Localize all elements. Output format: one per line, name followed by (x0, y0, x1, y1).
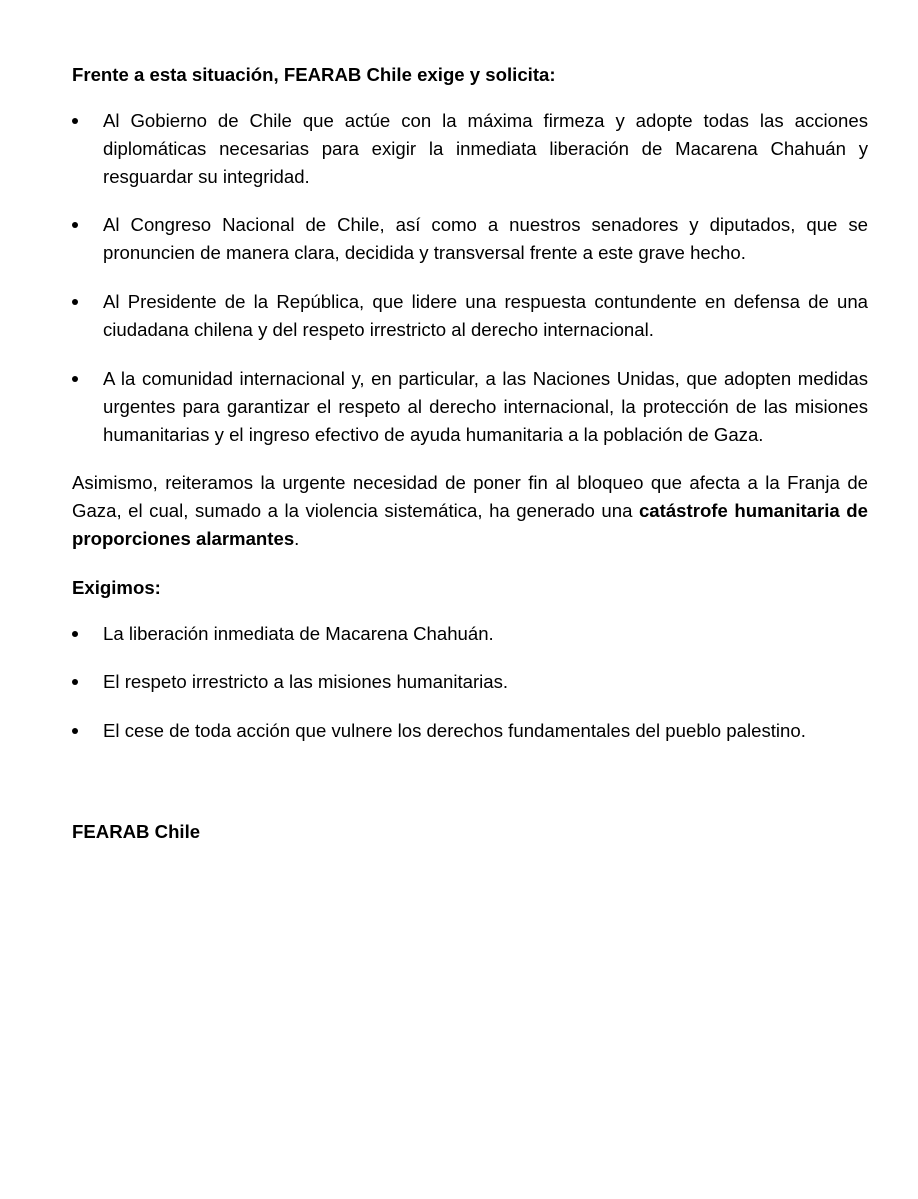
demand-text: Al Gobierno de Chile que actúe con la máxima firmeza y adopte todas las acciones diplomáticas necesarias para exigir la inmediata liberación de Macarena Chahuán y resguardar su integridad. (103, 110, 868, 188)
exigimos-text: El cese de toda acción que vulnere los derechos fundamentales del pueblo palestino. (103, 720, 806, 741)
demand-text: Al Presidente de la República, que lidere una respuesta contundente en defensa de una ciudadana chilena y del respeto irrestricto al derecho internacional. (103, 291, 868, 341)
demand-text: Al Congreso Nacional de Chile, así como a nuestros senadores y diputados, que se pronuncien de manera clara, decidida y transversal frente a este grave hecho. (103, 214, 868, 264)
exigimos-heading: Exigimos: (72, 577, 161, 598)
intro-heading: Frente a esta situación, FEARAB Chile exige y solicita: (72, 64, 556, 85)
exigimos-item (72, 620, 868, 648)
bullet-icon (72, 222, 78, 228)
bullet-icon (72, 631, 78, 637)
paragraph-bold-text: catástrofe humanitaria de proporciones alarmantes (72, 500, 868, 550)
demand-item-congress (72, 211, 868, 267)
exigimos-item (72, 717, 868, 745)
exigimos-text: El respeto irrestricto a las misiones humanitarias. (103, 671, 509, 692)
bullet-icon (72, 299, 78, 305)
demand-item-president (72, 288, 868, 344)
demand-item-international (72, 365, 868, 450)
exigimos-item (72, 668, 868, 696)
paragraph-text: Asimismo, reiteramos la urgente necesidad de poner fin al bloqueo que afecta a la Franja de Gaza, el cual, sumado a la violencia sistemática, ha generado una (72, 472, 868, 522)
blockade-paragraph (72, 469, 868, 554)
bullet-icon (72, 728, 78, 734)
bullet-icon (72, 376, 78, 382)
demand-text: A la comunidad internacional y, en particular, a las Naciones Unidas, que adopten medidas urgentes para garantizar el respeto al derecho internacional, la protección de las misiones humanitarias y el ingreso efectivo de ayuda humanitaria a la población de Gaza. (103, 368, 868, 446)
bullet-icon (72, 679, 78, 685)
demand-item-government (72, 107, 868, 192)
exigimos-text: La liberación inmediata de Macarena Chahuán. (103, 623, 494, 644)
paragraph-text-end: . (294, 528, 300, 550)
bullet-icon (72, 118, 78, 124)
signature: FEARAB Chile (72, 821, 201, 842)
